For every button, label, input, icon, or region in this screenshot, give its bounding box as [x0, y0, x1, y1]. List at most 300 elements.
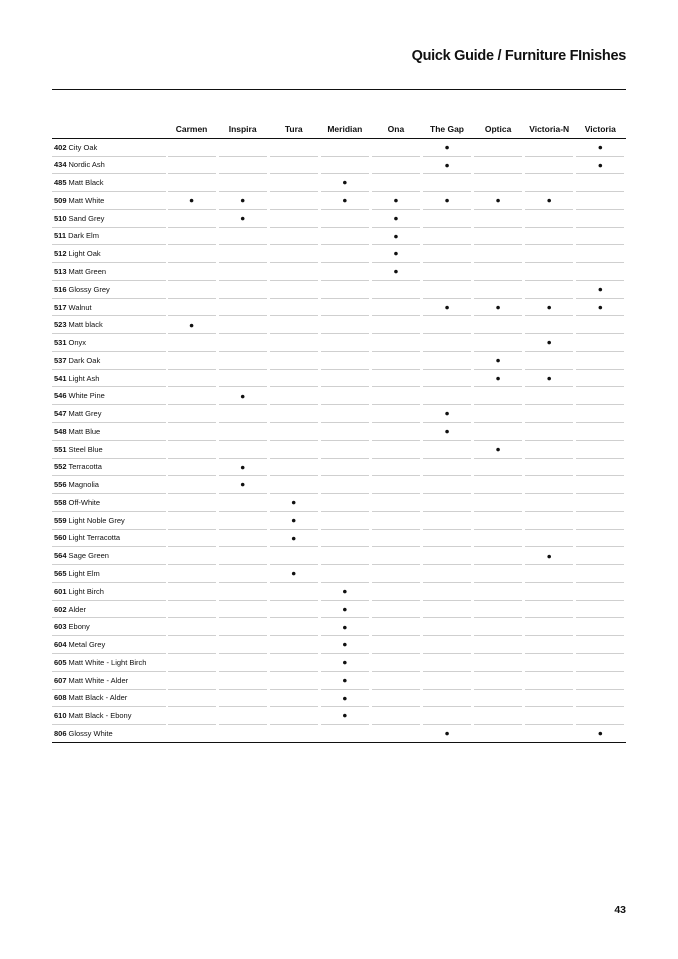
availability-cell	[168, 459, 216, 477]
finish-label	[52, 441, 166, 459]
finish-code: 512	[54, 249, 67, 259]
availability-cell	[372, 192, 420, 210]
availability-cell	[219, 281, 267, 299]
availability-cell	[270, 690, 318, 708]
availability-cell	[372, 618, 420, 636]
availability-cell	[270, 316, 318, 334]
availability-cell	[372, 139, 420, 157]
finish-code: 523	[54, 320, 67, 330]
finish-name: Dark Oak	[68, 355, 101, 365]
availability-dot-icon: ●	[546, 372, 552, 383]
availability-cell	[423, 512, 471, 530]
finish-name: Ebony	[68, 622, 90, 632]
availability-dot-icon: ●	[291, 532, 297, 543]
availability-cell	[270, 263, 318, 281]
availability-cell	[321, 245, 369, 263]
availability-cell	[474, 654, 522, 672]
finish-name: Walnut	[68, 302, 92, 312]
availability-cell	[321, 565, 369, 583]
availability-cell	[474, 370, 522, 388]
availability-cell	[270, 139, 318, 157]
finish-label	[52, 690, 166, 708]
availability-cell	[168, 245, 216, 263]
availability-cell	[372, 707, 420, 725]
availability-dot-icon: ●	[495, 195, 501, 206]
availability-cell	[525, 636, 573, 654]
availability-cell	[372, 387, 420, 405]
availability-cell	[219, 654, 267, 672]
availability-dot-icon: ●	[597, 301, 603, 312]
finish-name: Light Ash	[68, 373, 100, 383]
finish-name: Sage Green	[68, 551, 109, 561]
availability-cell	[219, 636, 267, 654]
availability-cell	[168, 547, 216, 565]
availability-cell	[321, 512, 369, 530]
availability-cell	[525, 494, 573, 512]
finish-name: Off-White	[68, 497, 101, 507]
availability-cell	[576, 547, 624, 565]
availability-cell	[576, 245, 624, 263]
availability-cell	[219, 530, 267, 548]
finish-name: Sand Grey	[68, 213, 105, 223]
finish-code: 559	[54, 515, 67, 525]
availability-cell	[474, 334, 522, 352]
availability-dot-icon: ●	[444, 195, 450, 206]
finish-name: Matt Black - Alder	[68, 693, 128, 703]
availability-cell	[321, 423, 369, 441]
finish-code: 516	[54, 284, 67, 294]
availability-cell	[525, 210, 573, 228]
availability-cell	[474, 547, 522, 565]
availability-cell	[321, 370, 369, 388]
availability-cell	[423, 139, 471, 157]
availability-cell	[321, 387, 369, 405]
availability-cell	[474, 405, 522, 423]
availability-cell	[576, 601, 624, 619]
availability-cell	[423, 370, 471, 388]
availability-cell	[219, 547, 267, 565]
finish-code: 541	[54, 373, 67, 383]
availability-cell	[576, 423, 624, 441]
availability-cell	[423, 707, 471, 725]
availability-cell	[270, 334, 318, 352]
availability-cell	[270, 370, 318, 388]
availability-cell	[168, 210, 216, 228]
finish-label	[52, 299, 166, 317]
availability-cell	[168, 618, 216, 636]
availability-cell	[372, 690, 420, 708]
availability-cell	[474, 299, 522, 317]
availability-cell	[474, 618, 522, 636]
availability-cell	[474, 672, 522, 690]
availability-cell	[372, 672, 420, 690]
availability-cell	[168, 530, 216, 548]
availability-cell	[321, 157, 369, 175]
finish-name: Onyx	[68, 338, 87, 348]
availability-cell	[474, 494, 522, 512]
finish-name: Matt black	[68, 320, 103, 330]
availability-cell	[270, 352, 318, 370]
availability-cell	[525, 459, 573, 477]
availability-cell	[168, 139, 216, 157]
availability-cell	[219, 299, 267, 317]
finish-label	[52, 565, 166, 583]
availability-dot-icon: ●	[495, 355, 501, 366]
availability-dot-icon: ●	[393, 266, 399, 277]
availability-cell	[576, 618, 624, 636]
finish-code: 601	[54, 586, 67, 596]
availability-cell	[423, 636, 471, 654]
availability-cell	[576, 672, 624, 690]
availability-cell	[474, 210, 522, 228]
availability-dot-icon: ●	[188, 195, 195, 206]
availability-dot-icon: ●	[597, 141, 603, 152]
finish-code: 605	[54, 657, 67, 667]
availability-cell	[321, 547, 369, 565]
availability-dot-icon: ●	[342, 657, 348, 668]
finish-label	[52, 370, 166, 388]
header-divider	[52, 89, 626, 90]
availability-cell	[270, 299, 318, 317]
availability-cell	[474, 707, 522, 725]
availability-dot-icon: ●	[291, 514, 297, 525]
finish-label	[52, 316, 166, 334]
availability-cell	[219, 583, 267, 601]
availability-cell	[423, 654, 471, 672]
availability-dot-icon: ●	[393, 248, 399, 259]
availability-dot-icon: ●	[240, 479, 246, 490]
availability-cell	[270, 618, 318, 636]
finish-label	[52, 334, 166, 352]
availability-cell	[576, 707, 624, 725]
availability-cell	[525, 370, 573, 388]
availability-cell	[576, 263, 624, 281]
column-header: Meridian	[319, 121, 370, 139]
availability-cell	[217, 725, 268, 743]
availability-dot-icon: ●	[495, 443, 501, 454]
availability-cell	[576, 565, 624, 583]
column-header: Optica	[473, 121, 524, 139]
availability-cell	[270, 245, 318, 263]
finish-name: Light Terracotta	[68, 533, 121, 543]
availability-cell	[372, 405, 420, 423]
finish-code: 434	[54, 160, 67, 170]
availability-cell	[423, 210, 471, 228]
availability-cell	[321, 228, 369, 246]
availability-cell	[270, 707, 318, 725]
availability-cell	[525, 299, 573, 317]
finish-code: 806	[54, 728, 67, 738]
availability-cell	[219, 618, 267, 636]
availability-cell	[372, 210, 420, 228]
availability-cell	[423, 316, 471, 334]
availability-cell	[270, 547, 318, 565]
finish-label	[52, 476, 166, 494]
availability-cell	[576, 654, 624, 672]
availability-cell	[423, 228, 471, 246]
availability-cell	[576, 512, 624, 530]
availability-cell	[525, 174, 573, 192]
column-header: Ona	[370, 121, 421, 139]
availability-cell	[370, 725, 421, 743]
availability-cell	[372, 245, 420, 263]
availability-cell	[321, 192, 369, 210]
finish-label	[52, 387, 166, 405]
availability-cell	[270, 459, 318, 477]
availability-cell	[219, 352, 267, 370]
availability-dot-icon: ●	[291, 497, 297, 508]
finish-code: 531	[54, 338, 67, 348]
availability-dot-icon: ●	[188, 319, 195, 330]
availability-cell	[168, 334, 216, 352]
availability-cell	[372, 547, 420, 565]
availability-cell	[219, 690, 267, 708]
availability-cell	[321, 352, 369, 370]
availability-cell	[219, 157, 267, 175]
finish-label	[52, 512, 166, 530]
availability-cell	[372, 459, 420, 477]
availability-cell	[321, 636, 369, 654]
finish-code: 513	[54, 267, 67, 276]
availability-dot-icon: ●	[393, 195, 399, 206]
finishes-table	[52, 121, 626, 743]
availability-dot-icon: ●	[342, 177, 348, 188]
finish-label	[52, 228, 166, 246]
finish-code: 558	[54, 497, 67, 507]
availability-cell	[525, 263, 573, 281]
availability-cell	[219, 441, 267, 459]
finish-code: 548	[54, 426, 67, 436]
availability-cell	[525, 690, 573, 708]
availability-cell	[219, 494, 267, 512]
availability-cell	[321, 476, 369, 494]
availability-cell	[474, 441, 522, 459]
availability-cell	[372, 565, 420, 583]
availability-dot-icon: ●	[597, 728, 603, 739]
finish-label	[52, 192, 166, 210]
availability-cell	[474, 174, 522, 192]
availability-cell	[219, 459, 267, 477]
availability-cell	[219, 263, 267, 281]
availability-cell	[423, 618, 471, 636]
availability-dot-icon: ●	[342, 692, 348, 703]
finish-label	[52, 725, 166, 743]
availability-dot-icon: ●	[444, 141, 450, 152]
availability-cell	[423, 387, 471, 405]
availability-cell	[168, 636, 216, 654]
availability-dot-icon: ●	[342, 639, 348, 650]
availability-cell	[423, 690, 471, 708]
finish-name: Metal Grey	[68, 640, 106, 650]
availability-cell	[525, 334, 573, 352]
availability-cell	[219, 210, 267, 228]
availability-dot-icon: ●	[444, 426, 450, 437]
finish-name: Alder	[68, 604, 87, 614]
page-title: Quick Guide / Furniture FInishes	[411, 48, 626, 64]
availability-cell	[168, 690, 216, 708]
availability-cell	[423, 476, 471, 494]
availability-cell	[372, 512, 420, 530]
availability-dot-icon: ●	[546, 337, 552, 348]
availability-dot-icon: ●	[240, 390, 246, 401]
availability-cell	[474, 316, 522, 334]
availability-cell	[525, 139, 573, 157]
availability-cell	[168, 192, 216, 210]
availability-cell	[321, 139, 369, 157]
finish-code: 511	[54, 231, 67, 241]
finish-code: 608	[54, 693, 67, 703]
availability-cell	[219, 476, 267, 494]
finish-name: Magnolia	[68, 480, 99, 490]
availability-cell	[474, 512, 522, 530]
availability-cell	[270, 512, 318, 530]
availability-cell	[525, 316, 573, 334]
availability-cell	[423, 583, 471, 601]
availability-cell	[525, 387, 573, 405]
finish-label	[52, 618, 166, 636]
availability-cell	[219, 139, 267, 157]
availability-cell	[474, 476, 522, 494]
availability-cell	[525, 228, 573, 246]
availability-cell	[321, 174, 369, 192]
availability-cell	[219, 174, 267, 192]
availability-cell	[474, 601, 522, 619]
availability-cell	[219, 512, 267, 530]
finish-label	[52, 263, 166, 281]
finish-code: 551	[54, 444, 67, 454]
availability-cell	[219, 245, 267, 263]
availability-dot-icon: ●	[444, 408, 450, 419]
availability-cell	[525, 405, 573, 423]
finish-label	[52, 210, 166, 228]
finish-code: 604	[54, 640, 67, 650]
availability-cell	[575, 725, 626, 743]
availability-dot-icon: ●	[393, 212, 399, 223]
availability-cell	[423, 281, 471, 299]
availability-dot-icon: ●	[597, 284, 603, 295]
availability-cell	[576, 530, 624, 548]
finish-name: Light Elm	[68, 569, 100, 579]
availability-cell	[219, 316, 267, 334]
finish-label	[52, 494, 166, 512]
availability-cell	[372, 601, 420, 619]
finish-name: Matt Blue	[68, 426, 101, 436]
availability-cell	[423, 530, 471, 548]
finish-label	[52, 174, 166, 192]
availability-cell	[423, 352, 471, 370]
availability-cell	[525, 601, 573, 619]
availability-cell	[321, 707, 369, 725]
availability-cell	[474, 263, 522, 281]
availability-cell	[168, 441, 216, 459]
finish-label	[52, 547, 166, 565]
availability-cell	[270, 174, 318, 192]
availability-cell	[525, 245, 573, 263]
availability-cell	[168, 405, 216, 423]
availability-dot-icon: ●	[597, 159, 603, 170]
column-header: Victoria-N	[524, 121, 575, 139]
availability-cell	[270, 601, 318, 619]
availability-cell	[321, 690, 369, 708]
availability-cell	[372, 583, 420, 601]
availability-cell	[576, 228, 624, 246]
finish-name: Dark Elm	[68, 231, 99, 241]
availability-cell	[525, 157, 573, 175]
availability-cell	[168, 707, 216, 725]
availability-dot-icon: ●	[444, 301, 450, 312]
availability-cell	[372, 334, 420, 352]
availability-cell	[525, 707, 573, 725]
finish-name: Glossy Grey	[68, 284, 110, 294]
availability-cell	[270, 210, 318, 228]
finish-name: Matt White	[68, 195, 105, 205]
availability-cell	[576, 583, 624, 601]
availability-cell	[270, 441, 318, 459]
availability-cell	[423, 672, 471, 690]
availability-cell	[321, 618, 369, 636]
availability-cell	[576, 281, 624, 299]
finish-label	[52, 707, 166, 725]
finish-name: Light Noble Grey	[68, 515, 125, 525]
availability-cell	[423, 601, 471, 619]
availability-cell	[372, 352, 420, 370]
availability-cell	[474, 228, 522, 246]
availability-cell	[321, 672, 369, 690]
availability-cell	[576, 352, 624, 370]
column-header: Victoria	[575, 121, 626, 139]
finish-label	[52, 672, 166, 690]
availability-cell	[372, 441, 420, 459]
availability-cell	[372, 530, 420, 548]
availability-cell	[423, 245, 471, 263]
finish-code: 560	[54, 533, 67, 543]
finish-code: 565	[54, 569, 67, 579]
availability-cell	[576, 139, 624, 157]
availability-cell	[474, 690, 522, 708]
availability-cell	[423, 334, 471, 352]
availability-cell	[525, 618, 573, 636]
table-header-corner	[52, 121, 166, 139]
availability-cell	[474, 352, 522, 370]
availability-cell	[474, 157, 522, 175]
finish-name: Steel Blue	[68, 444, 103, 454]
finish-code: 546	[54, 391, 67, 401]
availability-cell	[525, 192, 573, 210]
availability-cell	[321, 299, 369, 317]
availability-cell	[321, 316, 369, 334]
availability-dot-icon: ●	[495, 301, 501, 312]
availability-cell	[474, 192, 522, 210]
availability-dot-icon: ●	[342, 621, 348, 632]
finish-code: 485	[54, 178, 67, 188]
availability-cell	[168, 512, 216, 530]
availability-cell	[270, 494, 318, 512]
availability-cell	[321, 210, 369, 228]
availability-cell	[270, 565, 318, 583]
availability-cell	[576, 459, 624, 477]
availability-cell	[525, 583, 573, 601]
availability-cell	[219, 192, 267, 210]
availability-cell	[372, 423, 420, 441]
page-number: 43	[614, 904, 626, 916]
finish-code: 517	[54, 302, 67, 312]
availability-dot-icon: ●	[342, 603, 348, 614]
finish-code: 603	[54, 622, 67, 632]
finish-code: 556	[54, 480, 67, 490]
availability-cell	[168, 601, 216, 619]
availability-cell	[168, 228, 216, 246]
availability-cell	[372, 494, 420, 512]
